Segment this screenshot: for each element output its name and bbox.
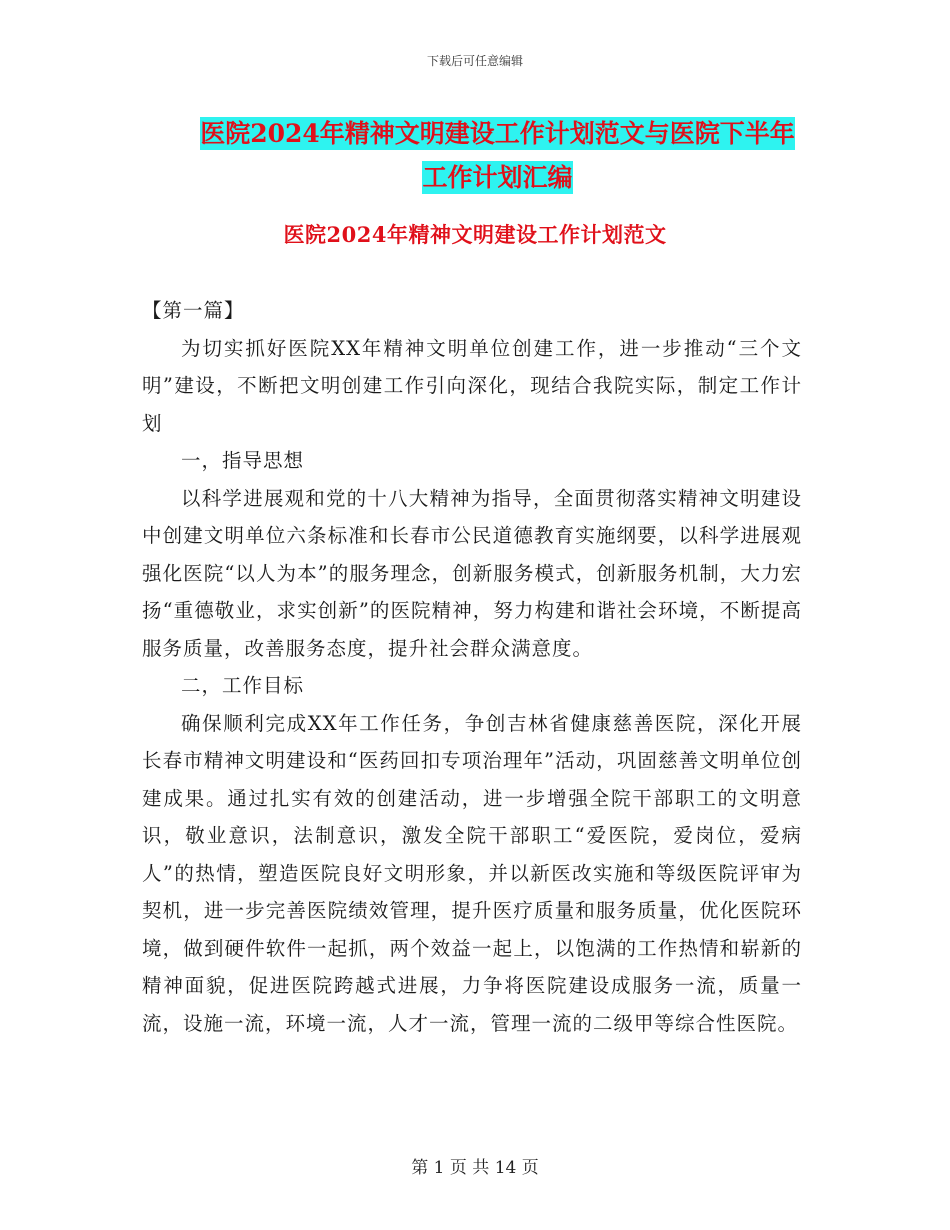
- page-number: 第 1 页 共 14 页: [411, 1158, 539, 1178]
- heading-work-goals: 二，工作目标: [181, 674, 305, 697]
- title-line-1: 医院2024年精神文明建设工作计划范文与医院下半年: [200, 119, 795, 148]
- paragraph-guiding-ideology: 以科学进展观和党的十八大精神为指导，全面贯彻落实精神文明建设中创建文明单位六条标准和长春市公民道德教育实施纲要，以科学进展观强化医院“以人为本”的服务理念，创新服务模式，创新服务机制，大力宏扬“重德敬业，求实创新”的医院精神，努力构建和谐社会环境，不断提高服务质量，改善服务态度，提升社会群众满意度。: [142, 486, 802, 660]
- heading-guiding-ideology: 一，指导思想: [181, 449, 305, 472]
- page-header-note: 下载后可任意编辑: [426, 54, 523, 68]
- document-body: [142, 292, 802, 1042]
- paragraph-work-goals: 确保顺利完成XX年工作任务，争创吉林省健康慈善医院，深化开展长春市精神文明建设和“医药回扣专项治理年”活动，巩固慈善文明单位创建成果。通过扎实有效的创建活动，进一步增强全院干部职工的文明意识，敬业意识，法制意识，激发全院干部职工“爱医院，爱岗位，爱病人”的热情，塑造医院良好文明形象，并以新医改实施和等级医院评审为契机，进一步完善医院绩效管理，提升医疗质量和服务质量，优化医院环境，做到硬件软件一起抓，两个效益一起上，以饱满的工作热情和崭新的精神面貌，促进医院跨越式进展，力争将医院建设成服务一流，质量一流，设施一流，环境一流，人才一流，管理一流的二级甲等综合性医院。: [142, 711, 802, 1035]
- document-title: [140, 112, 855, 200]
- intro-paragraph: 为切实抓好医院XX年精神文明单位创建工作，进一步推动“三个文明”建设，不断把文明创建工作引向深化，现结合我院实际，制定工作计划: [142, 336, 802, 435]
- section-title: 医院2024年精神文明建设工作计划范文: [283, 222, 667, 247]
- title-line-2: 工作计划汇编: [422, 163, 573, 192]
- part-label: 【第一篇】: [142, 299, 245, 322]
